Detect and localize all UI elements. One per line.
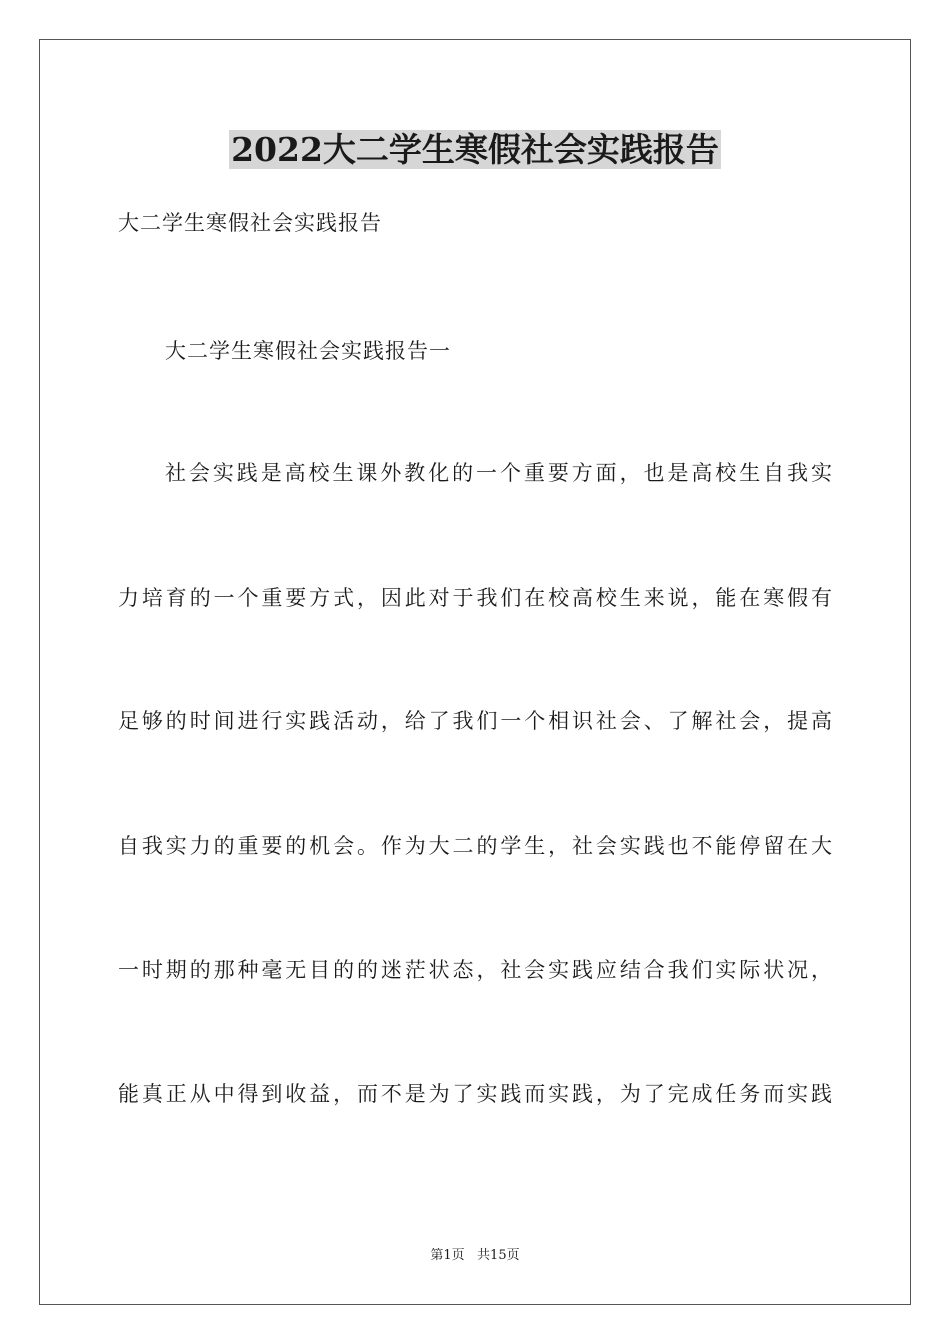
document-title-text: 2022大二学生寒假社会实践报告 (231, 130, 719, 169)
document-subtitle: 大二学生寒假社会实践报告 (118, 211, 382, 235)
body-line-4: 自我实力的重要的机会。作为大二的学生，社会实践也不能停留在大 (118, 834, 832, 858)
body-line-2: 力培育的一个重要方式，因此对于我们在校高校生来说，能在寒假有 (118, 586, 832, 610)
page-number-footer: 第1页 共15页 (430, 1248, 520, 1263)
document-title (0, 128, 950, 172)
body-line-1: 社会实践是高校生课外教化的一个重要方面，也是高校生自我实 (165, 461, 832, 485)
body-line-6: 能真正从中得到收益，而不是为了实践而实践，为了完成任务而实践 (118, 1082, 832, 1106)
body-line-3: 足够的时间进行实践活动，给了我们一个相识社会、了解社会，提高 (118, 709, 832, 733)
section-heading: 大二学生寒假社会实践报告一 (165, 339, 451, 363)
body-line-5: 一时期的那种毫无目的的迷茫状态，社会实践应结合我们实际状况， (118, 958, 832, 982)
